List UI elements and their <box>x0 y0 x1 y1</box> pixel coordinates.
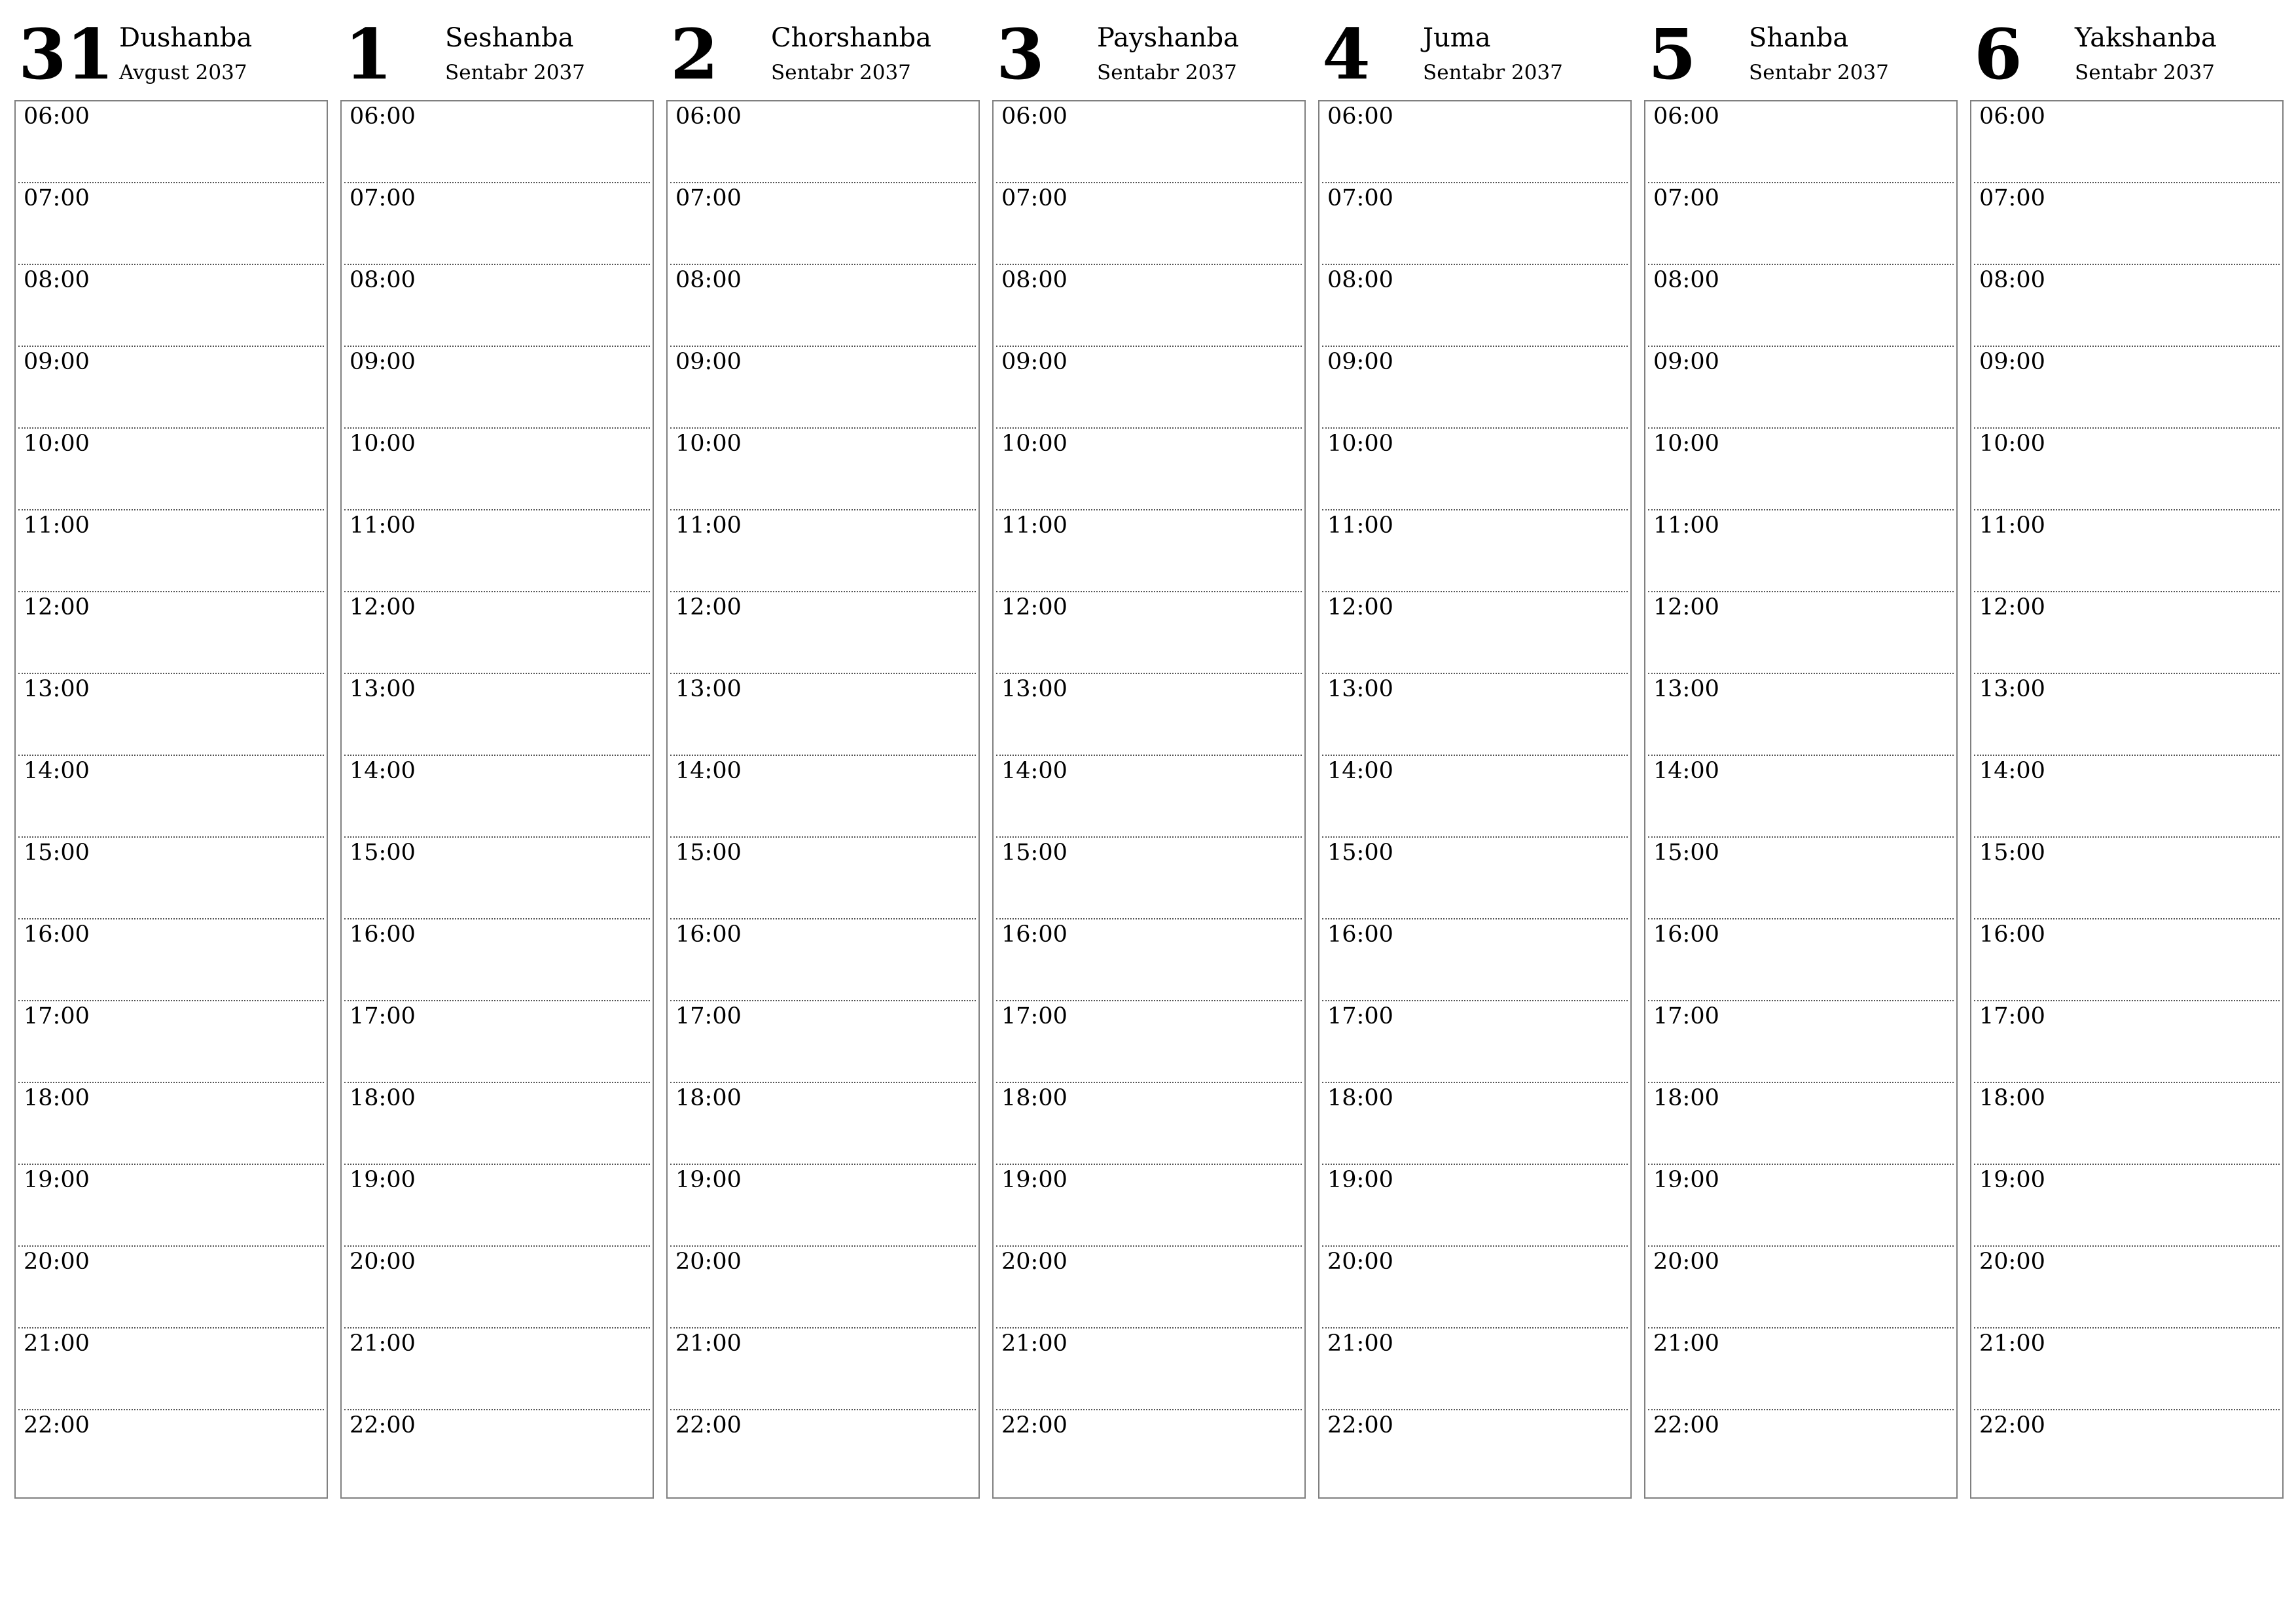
hour-slot[interactable] <box>344 919 650 1001</box>
hour-label: 07:00 <box>24 185 90 211</box>
hour-label: 17:00 <box>24 1003 90 1029</box>
hour-slot[interactable] <box>1648 592 1954 674</box>
day-number: 4 <box>1322 13 1370 95</box>
month-year: Sentabr 2037 <box>445 61 585 84</box>
hour-label: 14:00 <box>1001 758 1067 784</box>
hour-slot[interactable] <box>1974 674 2280 756</box>
hour-slot[interactable] <box>18 919 324 1001</box>
hour-slot[interactable] <box>344 1165 650 1247</box>
hour-slot[interactable] <box>344 429 650 510</box>
day-column <box>1644 13 1958 1438</box>
hour-label: 09:00 <box>350 349 416 375</box>
hour-label: 13:00 <box>675 676 742 702</box>
hour-slot[interactable] <box>1974 1165 2280 1247</box>
hour-slot[interactable] <box>1974 919 2280 1001</box>
hour-label: 13:00 <box>1327 676 1393 702</box>
hour-label: 16:00 <box>1979 921 2045 948</box>
hour-label: 19:00 <box>350 1167 416 1193</box>
hour-slot[interactable] <box>996 429 1302 510</box>
day-header <box>1644 13 1958 99</box>
hour-slot[interactable] <box>344 592 650 674</box>
hour-slot[interactable] <box>670 838 976 919</box>
hour-label: 12:00 <box>1653 594 1719 620</box>
hour-slot[interactable] <box>670 1410 976 1492</box>
hour-slot[interactable] <box>1974 265 2280 347</box>
hour-label: 07:00 <box>1653 185 1719 211</box>
hour-slot[interactable] <box>1322 674 1628 756</box>
hour-label: 18:00 <box>350 1085 416 1111</box>
weekday-name: Payshanba <box>1097 23 1239 53</box>
hour-slot[interactable] <box>18 1329 324 1410</box>
hour-slot[interactable] <box>1648 1329 1954 1410</box>
hour-slot[interactable] <box>344 510 650 592</box>
hour-label: 18:00 <box>24 1085 90 1111</box>
hour-slot[interactable] <box>996 1083 1302 1165</box>
hour-slot[interactable] <box>670 1001 976 1083</box>
hour-label: 14:00 <box>1653 758 1719 784</box>
hour-slot[interactable] <box>996 101 1302 183</box>
hour-slot[interactable] <box>1974 101 2280 183</box>
hour-label: 18:00 <box>675 1085 742 1111</box>
hour-label: 12:00 <box>24 594 90 620</box>
hour-slot[interactable] <box>1648 1083 1954 1165</box>
hour-label: 22:00 <box>1979 1412 2045 1438</box>
hour-slot[interactable] <box>1974 429 2280 510</box>
hour-slot[interactable] <box>344 1247 650 1329</box>
hour-slot[interactable] <box>1322 838 1628 919</box>
hour-label: 21:00 <box>350 1330 416 1357</box>
hour-slot[interactable] <box>1322 919 1628 1001</box>
day-number: 3 <box>996 13 1044 95</box>
hour-label: 08:00 <box>24 267 90 293</box>
hour-label: 10:00 <box>675 431 742 457</box>
hour-label: 10:00 <box>1001 431 1067 457</box>
hour-label: 13:00 <box>1653 676 1719 702</box>
hour-label: 20:00 <box>1653 1249 1719 1275</box>
hour-label: 16:00 <box>350 921 416 948</box>
hour-label: 13:00 <box>350 676 416 702</box>
hour-label: 08:00 <box>1327 267 1393 293</box>
hour-label: 22:00 <box>24 1412 90 1438</box>
hour-slot[interactable] <box>1648 183 1954 265</box>
hour-label: 17:00 <box>1001 1003 1067 1029</box>
month-year: Sentabr 2037 <box>1423 61 1563 84</box>
hour-label: 10:00 <box>350 431 416 457</box>
hour-slot[interactable] <box>1648 101 1954 183</box>
hour-label: 13:00 <box>24 676 90 702</box>
hour-label: 17:00 <box>675 1003 742 1029</box>
hour-label: 20:00 <box>1979 1249 2045 1275</box>
hour-label: 16:00 <box>675 921 742 948</box>
hour-label: 09:00 <box>675 349 742 375</box>
hour-label: 07:00 <box>675 185 742 211</box>
hour-label: 22:00 <box>350 1412 416 1438</box>
hour-slot[interactable] <box>1322 429 1628 510</box>
hour-label: 16:00 <box>1327 921 1393 948</box>
hour-label: 14:00 <box>1979 758 2045 784</box>
hour-slot[interactable] <box>1322 183 1628 265</box>
hour-slot[interactable] <box>996 347 1302 429</box>
hour-slot[interactable] <box>996 919 1302 1001</box>
hour-slot[interactable] <box>670 919 976 1001</box>
hour-slot[interactable] <box>344 183 650 265</box>
hour-label: 07:00 <box>350 185 416 211</box>
hour-slot[interactable] <box>18 347 324 429</box>
time-slots-box <box>1970 100 2284 1499</box>
hour-label: 09:00 <box>1979 349 2045 375</box>
day-column <box>1318 13 1632 1438</box>
hour-slot[interactable] <box>1322 101 1628 183</box>
hour-slot[interactable] <box>344 674 650 756</box>
hour-slot[interactable] <box>344 265 650 347</box>
day-column <box>992 13 1306 1438</box>
weekday-name: Seshanba <box>445 23 574 53</box>
hour-label: 11:00 <box>675 512 742 539</box>
hour-label: 16:00 <box>1001 921 1067 948</box>
hour-slot[interactable] <box>670 347 976 429</box>
hour-slot[interactable] <box>1648 674 1954 756</box>
hour-slot[interactable] <box>1974 756 2280 838</box>
weekday-name: Chorshanba <box>771 23 931 53</box>
hour-slot[interactable] <box>1974 510 2280 592</box>
hour-label: 22:00 <box>1001 1412 1067 1438</box>
hour-label: 06:00 <box>1001 103 1067 130</box>
month-year: Sentabr 2037 <box>1097 61 1237 84</box>
hour-slot[interactable] <box>344 838 650 919</box>
hour-slot[interactable] <box>18 1083 324 1165</box>
hour-slot[interactable] <box>670 592 976 674</box>
hour-label: 11:00 <box>1327 512 1393 539</box>
hour-label: 19:00 <box>1001 1167 1067 1193</box>
hour-label: 11:00 <box>24 512 90 539</box>
hour-label: 11:00 <box>1979 512 2045 539</box>
hour-slot[interactable] <box>18 1001 324 1083</box>
time-slots-box <box>1644 100 1958 1499</box>
hour-label: 15:00 <box>1001 840 1067 866</box>
hour-label: 07:00 <box>1327 185 1393 211</box>
hour-label: 10:00 <box>1327 431 1393 457</box>
day-header <box>992 13 1306 99</box>
day-number: 2 <box>670 13 718 95</box>
day-header <box>14 13 328 99</box>
hour-label: 09:00 <box>1001 349 1067 375</box>
hour-label: 10:00 <box>1979 431 2045 457</box>
hour-slot[interactable] <box>344 1001 650 1083</box>
day-column <box>1970 13 2284 1438</box>
hour-slot[interactable] <box>344 347 650 429</box>
hour-label: 20:00 <box>1327 1249 1393 1275</box>
hour-label: 15:00 <box>350 840 416 866</box>
hour-label: 19:00 <box>1979 1167 2045 1193</box>
hour-slot[interactable] <box>344 101 650 183</box>
hour-slot[interactable] <box>1322 1410 1628 1492</box>
hour-label: 12:00 <box>1001 594 1067 620</box>
hour-slot[interactable] <box>1974 1410 2280 1492</box>
hour-slot[interactable] <box>1974 1001 2280 1083</box>
hour-label: 13:00 <box>1001 676 1067 702</box>
hour-slot[interactable] <box>996 838 1302 919</box>
hour-label: 21:00 <box>1327 1330 1393 1357</box>
hour-slot[interactable] <box>344 1083 650 1165</box>
hour-label: 06:00 <box>1327 103 1393 130</box>
hour-slot[interactable] <box>18 1247 324 1329</box>
hour-label: 08:00 <box>1979 267 2045 293</box>
hour-slot[interactable] <box>1322 592 1628 674</box>
hour-label: 11:00 <box>1001 512 1067 539</box>
time-slots-box <box>14 100 328 1499</box>
hour-label: 12:00 <box>350 594 416 620</box>
hour-slot[interactable] <box>670 101 976 183</box>
hour-label: 17:00 <box>1653 1003 1719 1029</box>
hour-label: 21:00 <box>1979 1330 2045 1357</box>
hour-label: 12:00 <box>675 594 742 620</box>
time-slots-box <box>1318 100 1632 1499</box>
hour-slot[interactable] <box>1648 510 1954 592</box>
hour-slot[interactable] <box>670 1083 976 1165</box>
hour-label: 15:00 <box>1327 840 1393 866</box>
hour-label: 15:00 <box>1653 840 1719 866</box>
hour-slot[interactable] <box>996 674 1302 756</box>
hour-slot[interactable] <box>344 756 650 838</box>
hour-slot[interactable] <box>670 756 976 838</box>
day-number: 6 <box>1974 13 2022 95</box>
hour-slot[interactable] <box>18 592 324 674</box>
hour-label: 07:00 <box>1001 185 1067 211</box>
hour-slot[interactable] <box>1322 756 1628 838</box>
hour-slot[interactable] <box>670 1329 976 1410</box>
month-year: Sentabr 2037 <box>2075 61 2215 84</box>
hour-label: 08:00 <box>1001 267 1067 293</box>
hour-slot[interactable] <box>18 1410 324 1492</box>
month-year: Avgust 2037 <box>119 61 247 84</box>
month-year: Sentabr 2037 <box>771 61 911 84</box>
time-slots-box <box>992 100 1306 1499</box>
hour-label: 21:00 <box>675 1330 742 1357</box>
hour-label: 14:00 <box>24 758 90 784</box>
hour-label: 22:00 <box>1327 1412 1393 1438</box>
hour-label: 22:00 <box>1653 1412 1719 1438</box>
hour-label: 21:00 <box>24 1330 90 1357</box>
hour-label: 16:00 <box>24 921 90 948</box>
hour-label: 19:00 <box>24 1167 90 1193</box>
hour-slot[interactable] <box>18 838 324 919</box>
hour-label: 15:00 <box>675 840 742 866</box>
hour-label: 06:00 <box>1979 103 2045 130</box>
time-slots-box <box>666 100 980 1499</box>
hour-label: 12:00 <box>1327 594 1393 620</box>
day-number: 5 <box>1648 13 1696 95</box>
weekday-name: Shanba <box>1749 23 1849 53</box>
hour-slot[interactable] <box>670 429 976 510</box>
hour-slot[interactable] <box>996 1247 1302 1329</box>
hour-slot[interactable] <box>1648 756 1954 838</box>
hour-slot[interactable] <box>1648 1247 1954 1329</box>
hour-slot[interactable] <box>1974 347 2280 429</box>
hour-label: 09:00 <box>1653 349 1719 375</box>
hour-slot[interactable] <box>1648 265 1954 347</box>
hour-slot[interactable] <box>18 183 324 265</box>
hour-slot[interactable] <box>18 756 324 838</box>
hour-slot[interactable] <box>18 429 324 510</box>
hour-slot[interactable] <box>1974 592 2280 674</box>
hour-label: 13:00 <box>1979 676 2045 702</box>
time-slots-box <box>340 100 654 1499</box>
hour-label: 17:00 <box>350 1003 416 1029</box>
hour-slot[interactable] <box>670 1247 976 1329</box>
hour-slot[interactable] <box>996 265 1302 347</box>
hour-slot[interactable] <box>18 265 324 347</box>
hour-slot[interactable] <box>18 674 324 756</box>
day-number: 31 <box>18 13 114 95</box>
hour-slot[interactable] <box>18 1165 324 1247</box>
hour-slot[interactable] <box>1974 1247 2280 1329</box>
hour-label: 21:00 <box>1653 1330 1719 1357</box>
hour-slot[interactable] <box>1648 347 1954 429</box>
hour-label: 06:00 <box>24 103 90 130</box>
hour-label: 19:00 <box>1327 1167 1393 1193</box>
month-year: Sentabr 2037 <box>1749 61 1889 84</box>
hour-slot[interactable] <box>1648 919 1954 1001</box>
hour-slot[interactable] <box>1974 183 2280 265</box>
hour-slot[interactable] <box>1974 1083 2280 1165</box>
hour-label: 08:00 <box>350 267 416 293</box>
hour-slot[interactable] <box>996 1329 1302 1410</box>
hour-slot[interactable] <box>670 674 976 756</box>
hour-label: 20:00 <box>675 1249 742 1275</box>
hour-slot[interactable] <box>670 510 976 592</box>
hour-slot[interactable] <box>996 510 1302 592</box>
hour-label: 15:00 <box>24 840 90 866</box>
hour-slot[interactable] <box>18 101 324 183</box>
hour-slot[interactable] <box>344 1329 650 1410</box>
weekday-name: Dushanba <box>119 23 253 53</box>
hour-slot[interactable] <box>1974 838 2280 919</box>
day-column <box>14 13 328 1438</box>
hour-slot[interactable] <box>996 1410 1302 1492</box>
hour-label: 10:00 <box>24 431 90 457</box>
hour-slot[interactable] <box>344 1410 650 1492</box>
hour-label: 22:00 <box>675 1412 742 1438</box>
hour-slot[interactable] <box>1974 1329 2280 1410</box>
hour-label: 20:00 <box>1001 1249 1067 1275</box>
hour-label: 17:00 <box>1327 1003 1393 1029</box>
day-header <box>1970 13 2284 99</box>
hour-label: 21:00 <box>1001 1330 1067 1357</box>
hour-label: 06:00 <box>350 103 416 130</box>
hour-slot[interactable] <box>18 510 324 592</box>
hour-label: 08:00 <box>675 267 742 293</box>
hour-label: 14:00 <box>350 758 416 784</box>
hour-label: 11:00 <box>1653 512 1719 539</box>
day-column <box>666 13 980 1438</box>
hour-slot[interactable] <box>1322 1083 1628 1165</box>
hour-label: 18:00 <box>1653 1085 1719 1111</box>
hour-slot[interactable] <box>1648 1410 1954 1492</box>
hour-label: 06:00 <box>675 103 742 130</box>
hour-slot[interactable] <box>1322 1247 1628 1329</box>
day-number: 1 <box>344 13 392 95</box>
hour-label: 17:00 <box>1979 1003 2045 1029</box>
day-header <box>1318 13 1632 99</box>
hour-slot[interactable] <box>1322 1165 1628 1247</box>
hour-label: 20:00 <box>350 1249 416 1275</box>
hour-slot[interactable] <box>1322 510 1628 592</box>
hour-slot[interactable] <box>996 756 1302 838</box>
hour-label: 18:00 <box>1001 1085 1067 1111</box>
hour-label: 09:00 <box>1327 349 1393 375</box>
hour-slot[interactable] <box>1648 1165 1954 1247</box>
hour-label: 07:00 <box>1979 185 2045 211</box>
hour-slot[interactable] <box>670 1165 976 1247</box>
hour-slot[interactable] <box>1322 347 1628 429</box>
day-header <box>340 13 654 99</box>
hour-label: 19:00 <box>1653 1167 1719 1193</box>
hour-slot[interactable] <box>996 592 1302 674</box>
hour-slot[interactable] <box>1648 838 1954 919</box>
day-header <box>666 13 980 99</box>
hour-slot[interactable] <box>1322 1001 1628 1083</box>
hour-slot[interactable] <box>1322 265 1628 347</box>
hour-label: 15:00 <box>1979 840 2045 866</box>
hour-slot[interactable] <box>670 265 976 347</box>
hour-label: 18:00 <box>1327 1085 1393 1111</box>
hour-slot[interactable] <box>1322 1329 1628 1410</box>
weekday-name: Juma <box>1423 23 1491 53</box>
hour-label: 11:00 <box>350 512 416 539</box>
hour-slot[interactable] <box>1648 1001 1954 1083</box>
hour-label: 20:00 <box>24 1249 90 1275</box>
hour-label: 19:00 <box>675 1167 742 1193</box>
hour-label: 09:00 <box>24 349 90 375</box>
hour-label: 16:00 <box>1653 921 1719 948</box>
hour-slot[interactable] <box>670 183 976 265</box>
hour-label: 18:00 <box>1979 1085 2045 1111</box>
hour-label: 14:00 <box>1327 758 1393 784</box>
hour-label: 14:00 <box>675 758 742 784</box>
hour-label: 06:00 <box>1653 103 1719 130</box>
hour-slot[interactable] <box>1648 429 1954 510</box>
hour-slot[interactable] <box>996 1001 1302 1083</box>
hour-slot[interactable] <box>996 183 1302 265</box>
day-column <box>340 13 654 1438</box>
hour-slot[interactable] <box>996 1165 1302 1247</box>
weekday-name: Yakshanba <box>2075 23 2217 53</box>
hour-label: 10:00 <box>1653 431 1719 457</box>
hour-label: 08:00 <box>1653 267 1719 293</box>
hour-label: 12:00 <box>1979 594 2045 620</box>
